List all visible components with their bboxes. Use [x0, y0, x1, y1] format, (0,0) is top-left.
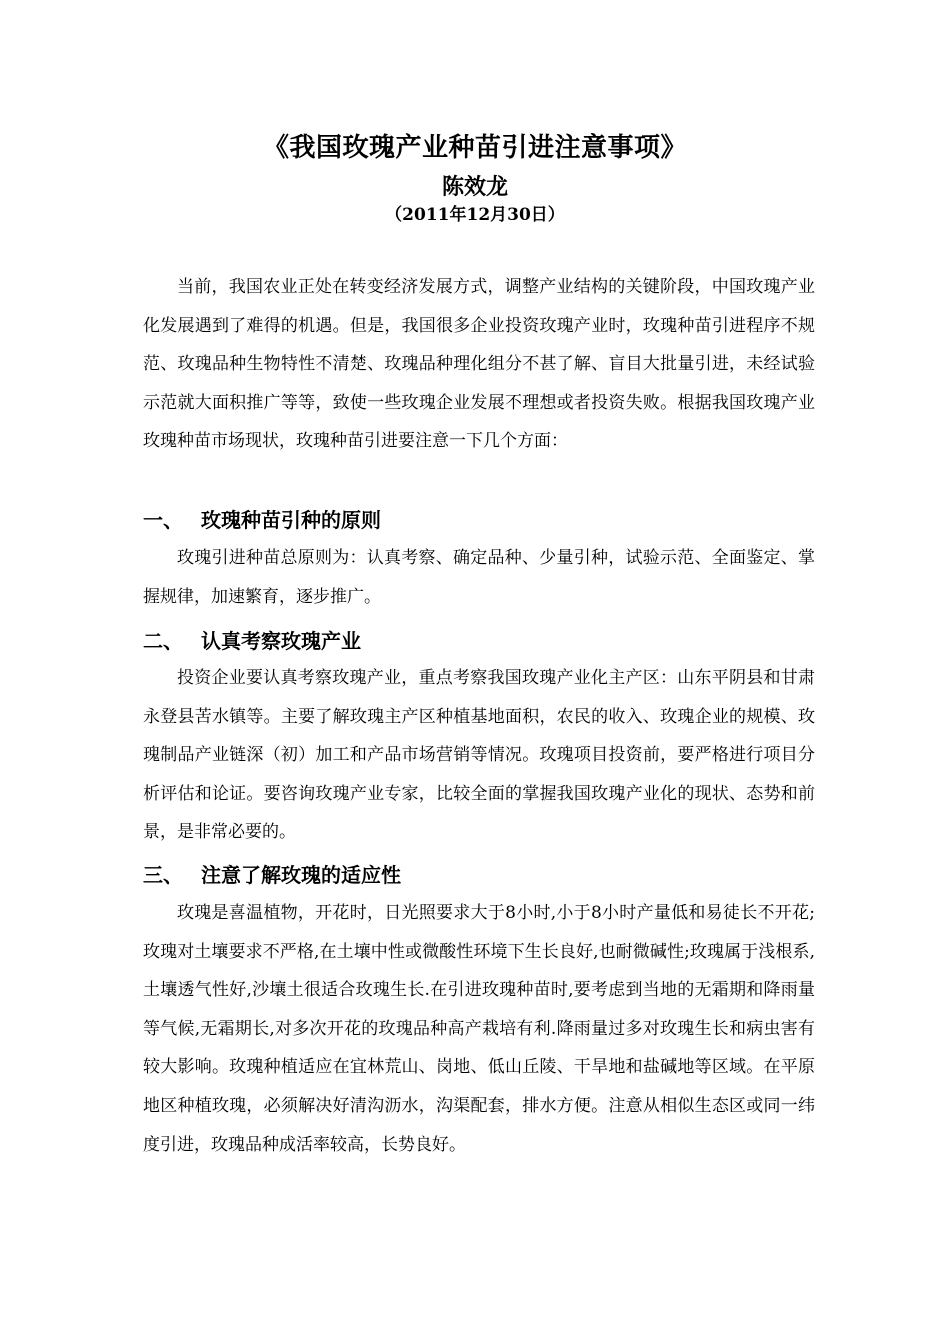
- section-title: 认真考察玫瑰产业: [201, 629, 361, 653]
- section-body: 玫瑰是喜温植物，开花时，日光照要求大于8小时,小于8小时产量低和易徒长不开花;玫瑰对土壤要求不严格,在土壤中性或微酸性环境下生长良好,也耐微碱性;玫瑰属于浅根系,土壤透气性好,沙壤土很适合玫瑰生长.在引进玫瑰种苗时,要考虑到当地的无霜期和降雨量等气候,无霜期长,对多次开花的玫瑰品种高产栽培有利.降雨量过多对玫瑰生长和病虫害有较大影响。玫瑰种植适应在宜林荒山、岗地、低山丘陵、干旱地和盐碱地等区域。在平原地区种植玫瑰，必须解决好清沟沥水，沟渠配套，排水方便。注意从相似生态区或同一纬度引进，玫瑰品种成活率较高，长势良好。: [143, 903, 815, 1155]
- section-heading: [143, 860, 815, 890]
- section-number: 二、: [143, 629, 183, 653]
- document-title: 《我国玫瑰产业种苗引进注意事项》: [262, 133, 687, 163]
- section-body: 玫瑰引进种苗总原则为：认真考察、确定品种、少量引种，试验示范、全面鉴定、掌握规律，加速繁育，逐步推广。: [143, 548, 815, 607]
- section-number: 一、: [143, 508, 183, 532]
- intro-paragraph: 当前，我国农业正处在转变经济发展方式，调整产业结构的关键阶段，中国玫瑰产业化发展遇到了难得的机遇。但是，我国很多企业投资玫瑰产业时，玫瑰种苗引进程序不规范、玫瑰品种生物特性不清楚、玫瑰品种理化组分不甚了解、盲目大批量引进，未经试验示范就大面积推广等等，致使一些玫瑰企业发展不理想或者投资失败。根据我国玫瑰产业玫瑰种苗市场现状，玫瑰种苗引进要注意一下几个方面：: [143, 277, 815, 452]
- section-number: 三、: [143, 863, 183, 887]
- section-body: 投资企业要认真考察玫瑰产业，重点考察我国玫瑰产业化主产区：山东平阴县和甘肃永登县苦水镇等。主要了解玫瑰主产区种植基地面积，农民的收入、玫瑰企业的规模、玫瑰制品产业链深（初）加工和产品市场营销等情况。玫瑰项目投资前，要严格进行项目分析评估和论证。要咨询玫瑰产业专家，比较全面的掌握我国玫瑰产业化的现状、态势和前景，是非常必要的。: [143, 668, 815, 843]
- document-date: （2011年12月30日）: [385, 205, 565, 225]
- document-author: 陈效龙: [441, 174, 508, 200]
- section-title: 玫瑰种苗引种的原则: [201, 508, 381, 532]
- section-heading: [143, 626, 815, 656]
- section-title: 注意了解玫瑰的适应性: [201, 863, 401, 887]
- section-heading: [143, 505, 815, 535]
